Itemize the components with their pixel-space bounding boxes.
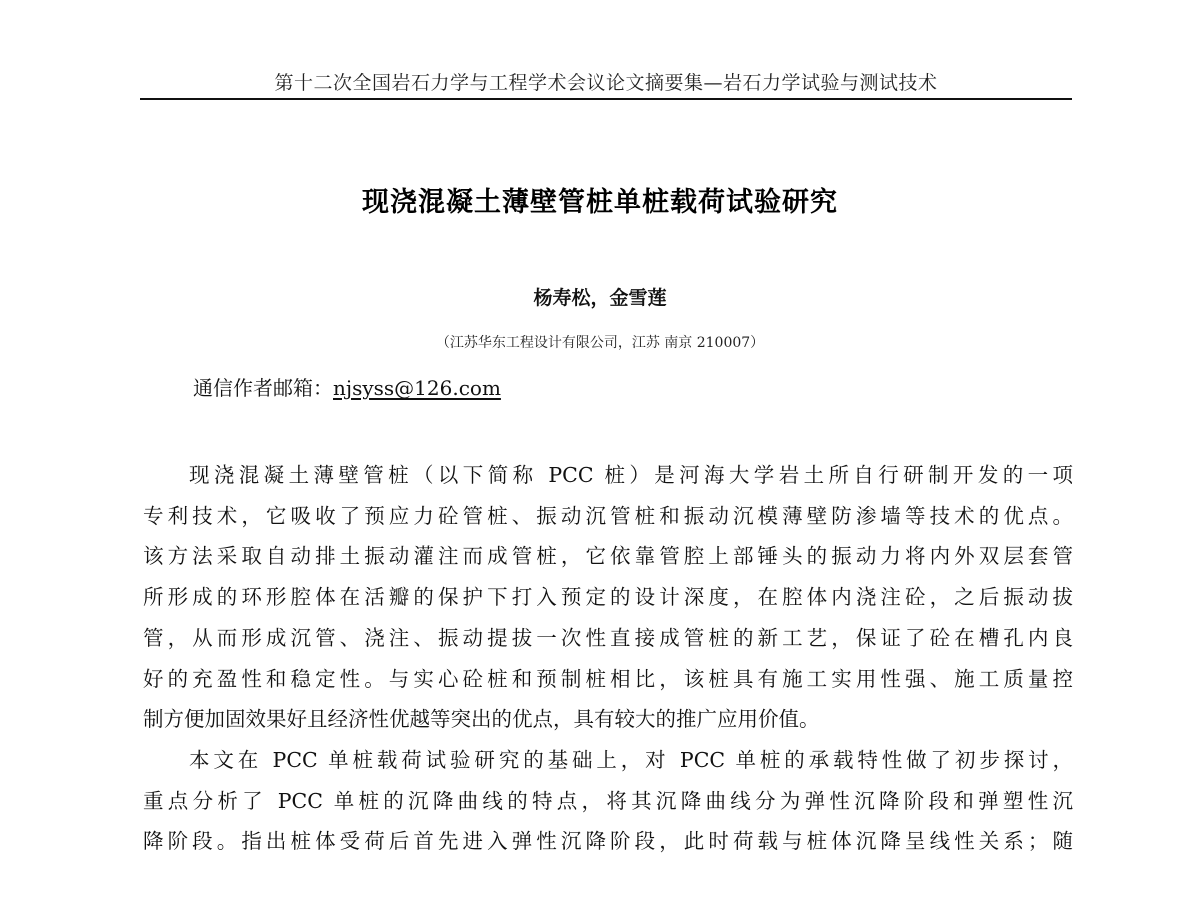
corresponding-email-line <box>193 372 501 401</box>
text-line: 降阶段。指出桩体受荷后首先进入弹性沉降阶段，此时荷载与桩体沉降呈线性关系；随 <box>143 829 1073 854</box>
text-line: 专利技术，它吸收了预应力砼管桩、振动沉管桩和振动沉模薄壁防渗墙等技术的优点。 <box>143 503 1073 528</box>
text-line: 管，从而形成沉管、浇注、振动提拔一次性直接成管桩的新工艺，保证了砼在槽孔内良 <box>143 625 1073 650</box>
header-rule <box>140 98 1072 100</box>
paper-title: 现浇混凝土薄壁管桩单桩载荷试验研究 <box>362 187 838 218</box>
text-line: 重点分析了 PCC 单桩的沉降曲线的特点，将其沉降曲线分为弹性沉降阶段和弹塑性沉 <box>143 788 1073 813</box>
text-line: 该方法采取自动排土振动灌注而成管桩，它依靠管腔上部锤头的振动力将内外双层套管 <box>143 544 1073 569</box>
text-line: 好的充盈性和稳定性。与实心砼桩和预制桩相比，该桩具有施工实用性强、施工质量控 <box>143 666 1073 691</box>
email-label: 通信作者邮箱： <box>193 376 333 400</box>
email-link[interactable]: njsyss@126.com <box>333 376 501 400</box>
text-line: 制方便加固效果好且经济性优越等突出的优点，具有较大的推广应用价值。 <box>143 707 820 732</box>
abstract-paragraph-1 <box>143 455 1073 740</box>
text-line: 所形成的环形腔体在活瓣的保护下打入预定的设计深度，在腔体内浇注砼，之后振动拔 <box>143 585 1073 610</box>
running-header: 第十二次全国岩石力学与工程学术会议论文摘要集—岩石力学试验与测试技术 <box>274 72 938 94</box>
paper-affiliation: （江苏华东工程设计有限公司，江苏 南京 210007） <box>435 335 765 351</box>
text-line: 本文在 PCC 单桩载荷试验研究的基础上，对 PCC 单桩的承载特性做了初步探讨， <box>189 747 1073 772</box>
paper-authors: 杨寿松，金雪莲 <box>533 287 667 309</box>
text-line: 现浇混凝土薄壁管桩（以下简称 PCC 桩）是河海大学岩土所自行研制开发的一项 <box>189 463 1073 487</box>
abstract-paragraph-2 <box>143 740 1073 862</box>
abstract-body <box>143 455 1073 862</box>
